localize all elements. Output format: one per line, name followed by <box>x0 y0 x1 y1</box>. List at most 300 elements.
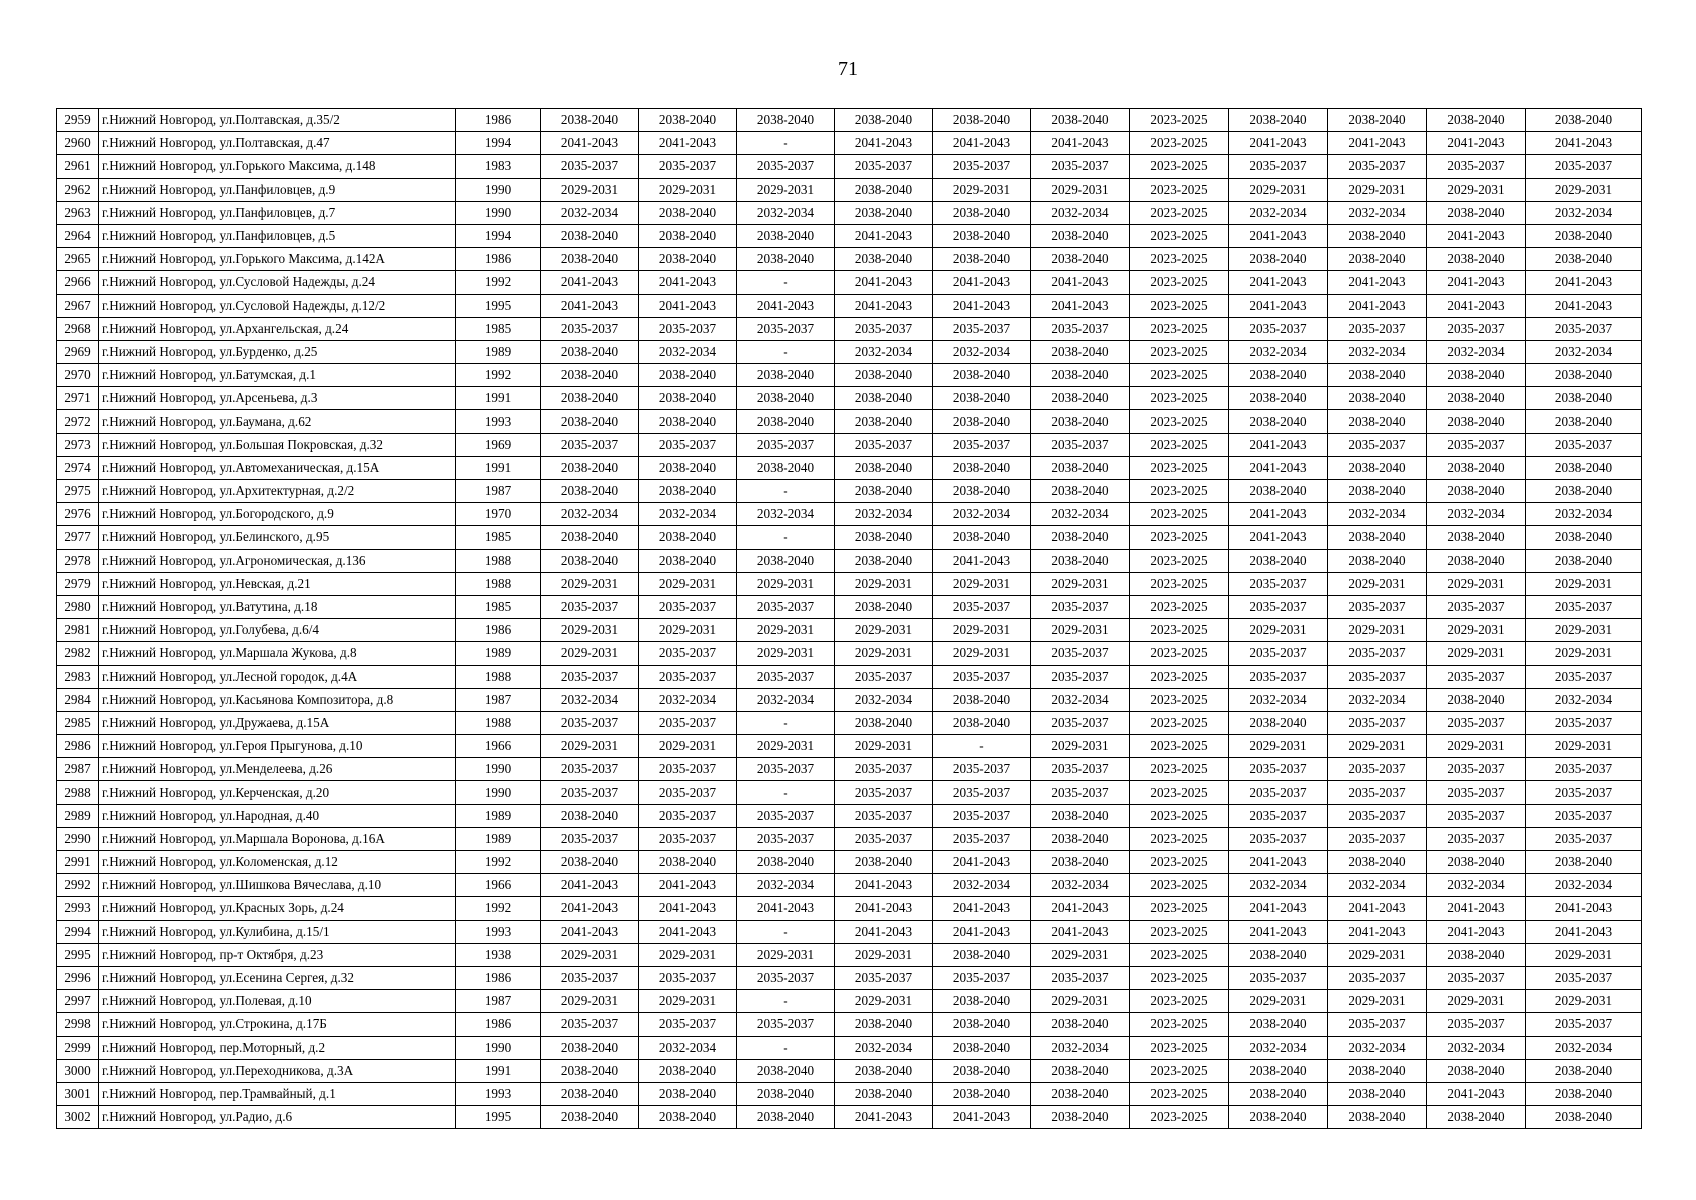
period-cell-11: 2038-2040 <box>1526 480 1642 503</box>
address-cell: г.Нижний Новгород, ул.Архангельская, д.24 <box>99 317 456 340</box>
row-number-cell: 2985 <box>57 711 99 734</box>
period-cell-11: 2032-2034 <box>1526 1036 1642 1059</box>
period-cell-7: 2023-2025 <box>1130 572 1229 595</box>
period-cell-6: 2038-2040 <box>1031 1082 1130 1105</box>
period-cell-5: 2038-2040 <box>933 387 1031 410</box>
period-cell-2: 2035-2037 <box>639 595 737 618</box>
period-cell-5: 2029-2031 <box>933 619 1031 642</box>
period-cell-2: 2035-2037 <box>639 827 737 850</box>
table-row <box>57 178 1642 201</box>
period-cell-10: 2032-2034 <box>1427 874 1526 897</box>
period-cell-7: 2023-2025 <box>1130 642 1229 665</box>
year-built-cell: 1995 <box>456 1106 541 1129</box>
row-number-cell: 2982 <box>57 642 99 665</box>
period-cell-8: 2035-2037 <box>1229 827 1328 850</box>
address-cell: г.Нижний Новгород, ул.Ватутина, д.18 <box>99 595 456 618</box>
year-built-cell: 1994 <box>456 132 541 155</box>
period-cell-8: 2041-2043 <box>1229 897 1328 920</box>
table-row <box>57 943 1642 966</box>
period-cell-8: 2038-2040 <box>1229 711 1328 734</box>
period-cell-2: 2032-2034 <box>639 1036 737 1059</box>
period-cell-10: 2035-2037 <box>1427 711 1526 734</box>
table-row <box>57 1106 1642 1129</box>
table-row <box>57 874 1642 897</box>
period-cell-4: 2035-2037 <box>835 665 933 688</box>
period-cell-5: 2038-2040 <box>933 688 1031 711</box>
period-cell-1: 2029-2031 <box>541 735 639 758</box>
table-row <box>57 990 1642 1013</box>
period-cell-6: 2032-2034 <box>1031 874 1130 897</box>
period-cell-3: 2029-2031 <box>737 642 835 665</box>
table-row <box>57 920 1642 943</box>
period-cell-5: 2038-2040 <box>933 224 1031 247</box>
period-cell-8: 2041-2043 <box>1229 851 1328 874</box>
period-cell-6: 2038-2040 <box>1031 410 1130 433</box>
period-cell-1: 2038-2040 <box>541 1082 639 1105</box>
address-cell: г.Нижний Новгород, ул.Большая Покровская, д.32 <box>99 433 456 456</box>
period-cell-10: 2041-2043 <box>1427 920 1526 943</box>
table-row <box>57 758 1642 781</box>
table-row <box>57 572 1642 595</box>
period-cell-4: 2041-2043 <box>835 920 933 943</box>
year-built-cell: 1993 <box>456 920 541 943</box>
address-cell: г.Нижний Новгород, ул.Сусловой Надежды, д.24 <box>99 271 456 294</box>
period-cell-9: 2038-2040 <box>1328 1106 1427 1129</box>
period-cell-7: 2023-2025 <box>1130 503 1229 526</box>
year-built-cell: 1991 <box>456 1059 541 1082</box>
period-cell-1: 2038-2040 <box>541 109 639 132</box>
period-cell-9: 2038-2040 <box>1328 248 1427 271</box>
period-cell-11: 2035-2037 <box>1526 804 1642 827</box>
period-cell-9: 2035-2037 <box>1328 665 1427 688</box>
period-cell-6: 2035-2037 <box>1031 665 1130 688</box>
period-cell-6: 2029-2031 <box>1031 178 1130 201</box>
period-cell-6: 2038-2040 <box>1031 804 1130 827</box>
period-cell-9: 2035-2037 <box>1328 642 1427 665</box>
address-cell: г.Нижний Новгород, ул.Лесной городок, д.4А <box>99 665 456 688</box>
period-cell-8: 2038-2040 <box>1229 387 1328 410</box>
period-cell-4: 2038-2040 <box>835 480 933 503</box>
row-number-cell: 2975 <box>57 480 99 503</box>
period-cell-10: 2035-2037 <box>1427 1013 1526 1036</box>
period-cell-1: 2035-2037 <box>541 433 639 456</box>
year-built-cell: 1990 <box>456 1036 541 1059</box>
period-cell-3: 2032-2034 <box>737 688 835 711</box>
period-cell-9: 2041-2043 <box>1328 897 1427 920</box>
table-row <box>57 1013 1642 1036</box>
period-cell-2: 2032-2034 <box>639 688 737 711</box>
period-cell-6: 2035-2037 <box>1031 433 1130 456</box>
period-cell-5: 2041-2043 <box>933 549 1031 572</box>
address-cell: г.Нижний Новгород, ул.Героя Прыгунова, д.10 <box>99 735 456 758</box>
period-cell-3: 2038-2040 <box>737 387 835 410</box>
period-cell-7: 2023-2025 <box>1130 271 1229 294</box>
period-cell-4: 2038-2040 <box>835 178 933 201</box>
table-row <box>57 827 1642 850</box>
period-cell-6: 2038-2040 <box>1031 1106 1130 1129</box>
period-cell-7: 2023-2025 <box>1130 224 1229 247</box>
address-cell: г.Нижний Новгород, ул.Радио, д.6 <box>99 1106 456 1129</box>
period-cell-4: 2029-2031 <box>835 943 933 966</box>
table-row <box>57 595 1642 618</box>
period-cell-7: 2023-2025 <box>1130 758 1229 781</box>
period-cell-11: 2032-2034 <box>1526 874 1642 897</box>
period-cell-6: 2038-2040 <box>1031 1013 1130 1036</box>
period-cell-6: 2038-2040 <box>1031 340 1130 363</box>
period-cell-5: 2035-2037 <box>933 781 1031 804</box>
row-number-cell: 2989 <box>57 804 99 827</box>
year-built-cell: 1988 <box>456 711 541 734</box>
period-cell-3: 2029-2031 <box>737 178 835 201</box>
row-number-cell: 2976 <box>57 503 99 526</box>
period-cell-6: 2041-2043 <box>1031 132 1130 155</box>
row-number-cell: 2970 <box>57 364 99 387</box>
period-cell-6: 2035-2037 <box>1031 642 1130 665</box>
period-cell-10: 2035-2037 <box>1427 433 1526 456</box>
period-cell-2: 2035-2037 <box>639 665 737 688</box>
period-cell-1: 2029-2031 <box>541 990 639 1013</box>
period-cell-3: 2035-2037 <box>737 827 835 850</box>
period-cell-1: 2035-2037 <box>541 781 639 804</box>
period-cell-1: 2038-2040 <box>541 804 639 827</box>
period-cell-8: 2038-2040 <box>1229 480 1328 503</box>
period-cell-3: 2035-2037 <box>737 804 835 827</box>
address-cell: г.Нижний Новгород, ул.Баумана, д.62 <box>99 410 456 433</box>
period-cell-11: 2041-2043 <box>1526 271 1642 294</box>
year-built-cell: 1989 <box>456 827 541 850</box>
period-cell-4: 2038-2040 <box>835 711 933 734</box>
period-cell-11: 2035-2037 <box>1526 758 1642 781</box>
period-cell-6: 2038-2040 <box>1031 387 1130 410</box>
year-built-cell: 1992 <box>456 851 541 874</box>
period-cell-3: 2035-2037 <box>737 1013 835 1036</box>
table-row <box>57 480 1642 503</box>
period-cell-10: 2038-2040 <box>1427 456 1526 479</box>
address-cell: г.Нижний Новгород, ул.Арсеньева, д.3 <box>99 387 456 410</box>
address-cell: г.Нижний Новгород, ул.Полевая, д.10 <box>99 990 456 1013</box>
period-cell-10: 2038-2040 <box>1427 248 1526 271</box>
period-cell-5: 2038-2040 <box>933 711 1031 734</box>
period-cell-4: 2032-2034 <box>835 688 933 711</box>
period-cell-11: 2035-2037 <box>1526 433 1642 456</box>
period-cell-10: 2038-2040 <box>1427 410 1526 433</box>
period-cell-3: - <box>737 781 835 804</box>
period-cell-1: 2038-2040 <box>541 364 639 387</box>
period-cell-11: 2038-2040 <box>1526 109 1642 132</box>
period-cell-10: 2038-2040 <box>1427 387 1526 410</box>
period-cell-8: 2035-2037 <box>1229 317 1328 340</box>
period-cell-8: 2041-2043 <box>1229 224 1328 247</box>
period-cell-6: 2041-2043 <box>1031 294 1130 317</box>
period-cell-9: 2035-2037 <box>1328 781 1427 804</box>
address-cell: г.Нижний Новгород, ул.Есенина Сергея, д.32 <box>99 966 456 989</box>
period-cell-11: 2035-2037 <box>1526 595 1642 618</box>
period-cell-9: 2038-2040 <box>1328 526 1427 549</box>
year-built-cell: 1990 <box>456 781 541 804</box>
period-cell-11: 2035-2037 <box>1526 711 1642 734</box>
period-cell-8: 2035-2037 <box>1229 781 1328 804</box>
row-number-cell: 2964 <box>57 224 99 247</box>
address-cell: г.Нижний Новгород, ул.Панфиловцев, д.7 <box>99 201 456 224</box>
period-cell-1: 2029-2031 <box>541 943 639 966</box>
period-cell-7: 2023-2025 <box>1130 178 1229 201</box>
row-number-cell: 2962 <box>57 178 99 201</box>
table-row <box>57 294 1642 317</box>
period-cell-11: 2041-2043 <box>1526 132 1642 155</box>
year-built-cell: 1992 <box>456 364 541 387</box>
period-cell-1: 2029-2031 <box>541 178 639 201</box>
year-built-cell: 1989 <box>456 642 541 665</box>
table-row <box>57 410 1642 433</box>
period-cell-1: 2038-2040 <box>541 851 639 874</box>
period-cell-2: 2035-2037 <box>639 433 737 456</box>
period-cell-7: 2023-2025 <box>1130 526 1229 549</box>
year-built-cell: 1992 <box>456 271 541 294</box>
period-cell-6: 2038-2040 <box>1031 526 1130 549</box>
period-cell-7: 2023-2025 <box>1130 943 1229 966</box>
period-cell-10: 2038-2040 <box>1427 1106 1526 1129</box>
year-built-cell: 1985 <box>456 526 541 549</box>
period-cell-5: 2038-2040 <box>933 480 1031 503</box>
period-cell-8: 2035-2037 <box>1229 642 1328 665</box>
period-cell-5: - <box>933 735 1031 758</box>
period-cell-1: 2041-2043 <box>541 874 639 897</box>
row-number-cell: 3001 <box>57 1082 99 1105</box>
period-cell-11: 2038-2040 <box>1526 549 1642 572</box>
period-cell-9: 2032-2034 <box>1328 503 1427 526</box>
period-cell-10: 2041-2043 <box>1427 271 1526 294</box>
period-cell-8: 2038-2040 <box>1229 410 1328 433</box>
period-cell-2: 2032-2034 <box>639 503 737 526</box>
period-cell-11: 2038-2040 <box>1526 364 1642 387</box>
address-cell: г.Нижний Новгород, ул.Касьянова Композитора, д.8 <box>99 688 456 711</box>
period-cell-4: 2035-2037 <box>835 317 933 340</box>
period-cell-2: 2029-2031 <box>639 572 737 595</box>
period-cell-7: 2023-2025 <box>1130 456 1229 479</box>
period-cell-4: 2038-2040 <box>835 851 933 874</box>
period-cell-4: 2038-2040 <box>835 364 933 387</box>
housing-repair-schedule-table <box>56 108 1642 1129</box>
period-cell-6: 2038-2040 <box>1031 1059 1130 1082</box>
period-cell-4: 2035-2037 <box>835 155 933 178</box>
period-cell-11: 2035-2037 <box>1526 1013 1642 1036</box>
period-cell-11: 2029-2031 <box>1526 642 1642 665</box>
period-cell-10: 2032-2034 <box>1427 503 1526 526</box>
period-cell-3: 2029-2031 <box>737 735 835 758</box>
period-cell-6: 2038-2040 <box>1031 224 1130 247</box>
period-cell-7: 2023-2025 <box>1130 781 1229 804</box>
period-cell-3: 2032-2034 <box>737 201 835 224</box>
period-cell-6: 2041-2043 <box>1031 271 1130 294</box>
period-cell-8: 2038-2040 <box>1229 549 1328 572</box>
period-cell-5: 2038-2040 <box>933 526 1031 549</box>
period-cell-8: 2041-2043 <box>1229 132 1328 155</box>
period-cell-7: 2023-2025 <box>1130 1036 1229 1059</box>
period-cell-2: 2041-2043 <box>639 874 737 897</box>
address-cell: г.Нижний Новгород, ул.Маршала Жукова, д.8 <box>99 642 456 665</box>
period-cell-10: 2041-2043 <box>1427 132 1526 155</box>
period-cell-11: 2038-2040 <box>1526 1106 1642 1129</box>
period-cell-6: 2029-2031 <box>1031 619 1130 642</box>
year-built-cell: 1991 <box>456 387 541 410</box>
period-cell-5: 2035-2037 <box>933 317 1031 340</box>
period-cell-10: 2038-2040 <box>1427 480 1526 503</box>
period-cell-1: 2035-2037 <box>541 155 639 178</box>
row-number-cell: 2973 <box>57 433 99 456</box>
period-cell-7: 2023-2025 <box>1130 966 1229 989</box>
year-built-cell: 1989 <box>456 804 541 827</box>
period-cell-9: 2035-2037 <box>1328 711 1427 734</box>
period-cell-9: 2038-2040 <box>1328 109 1427 132</box>
period-cell-8: 2041-2043 <box>1229 526 1328 549</box>
period-cell-8: 2038-2040 <box>1229 248 1328 271</box>
period-cell-8: 2032-2034 <box>1229 874 1328 897</box>
year-built-cell: 1991 <box>456 456 541 479</box>
period-cell-9: 2041-2043 <box>1328 294 1427 317</box>
period-cell-9: 2032-2034 <box>1328 1036 1427 1059</box>
period-cell-6: 2032-2034 <box>1031 688 1130 711</box>
period-cell-4: 2038-2040 <box>835 387 933 410</box>
address-cell: г.Нижний Новгород, ул.Горького Максима, д.142А <box>99 248 456 271</box>
period-cell-1: 2035-2037 <box>541 595 639 618</box>
period-cell-2: 2029-2031 <box>639 619 737 642</box>
period-cell-7: 2023-2025 <box>1130 990 1229 1013</box>
period-cell-5: 2041-2043 <box>933 1106 1031 1129</box>
period-cell-2: 2029-2031 <box>639 943 737 966</box>
period-cell-7: 2023-2025 <box>1130 364 1229 387</box>
period-cell-6: 2032-2034 <box>1031 1036 1130 1059</box>
address-cell: г.Нижний Новгород, ул.Менделеева, д.26 <box>99 758 456 781</box>
period-cell-3: - <box>737 340 835 363</box>
period-cell-4: 2041-2043 <box>835 897 933 920</box>
address-cell: г.Нижний Новгород, ул.Архитектурная, д.2/2 <box>99 480 456 503</box>
period-cell-5: 2035-2037 <box>933 665 1031 688</box>
address-cell: г.Нижний Новгород, ул.Богородского, д.9 <box>99 503 456 526</box>
year-built-cell: 1990 <box>456 758 541 781</box>
row-number-cell: 2977 <box>57 526 99 549</box>
period-cell-1: 2041-2043 <box>541 920 639 943</box>
year-built-cell: 1990 <box>456 178 541 201</box>
row-number-cell: 2986 <box>57 735 99 758</box>
period-cell-6: 2038-2040 <box>1031 248 1130 271</box>
address-cell: г.Нижний Новгород, ул.Белинского, д.95 <box>99 526 456 549</box>
period-cell-8: 2035-2037 <box>1229 758 1328 781</box>
year-built-cell: 1990 <box>456 201 541 224</box>
period-cell-11: 2038-2040 <box>1526 851 1642 874</box>
period-cell-5: 2038-2040 <box>933 943 1031 966</box>
period-cell-4: 2041-2043 <box>835 271 933 294</box>
period-cell-6: 2041-2043 <box>1031 897 1130 920</box>
period-cell-10: 2038-2040 <box>1427 1059 1526 1082</box>
period-cell-4: 2029-2031 <box>835 735 933 758</box>
period-cell-9: 2038-2040 <box>1328 480 1427 503</box>
period-cell-8: 2038-2040 <box>1229 943 1328 966</box>
period-cell-6: 2035-2037 <box>1031 758 1130 781</box>
period-cell-9: 2035-2037 <box>1328 433 1427 456</box>
period-cell-8: 2032-2034 <box>1229 1036 1328 1059</box>
period-cell-11: 2035-2037 <box>1526 781 1642 804</box>
period-cell-1: 2032-2034 <box>541 688 639 711</box>
address-cell: г.Нижний Новгород, ул.Сусловой Надежды, д.12/2 <box>99 294 456 317</box>
period-cell-5: 2032-2034 <box>933 340 1031 363</box>
address-cell: г.Нижний Новгород, ул.Горького Максима, д.148 <box>99 155 456 178</box>
period-cell-6: 2035-2037 <box>1031 595 1130 618</box>
period-cell-10: 2038-2040 <box>1427 688 1526 711</box>
period-cell-4: 2029-2031 <box>835 642 933 665</box>
period-cell-7: 2023-2025 <box>1130 688 1229 711</box>
period-cell-2: 2035-2037 <box>639 642 737 665</box>
period-cell-5: 2035-2037 <box>933 433 1031 456</box>
period-cell-8: 2035-2037 <box>1229 804 1328 827</box>
address-cell: г.Нижний Новгород, пер.Моторный, д.2 <box>99 1036 456 1059</box>
period-cell-9: 2038-2040 <box>1328 549 1427 572</box>
period-cell-9: 2035-2037 <box>1328 758 1427 781</box>
period-cell-6: 2029-2031 <box>1031 735 1130 758</box>
address-cell: г.Нижний Новгород, ул.Панфиловцев, д.5 <box>99 224 456 247</box>
table-row <box>57 966 1642 989</box>
period-cell-4: 2041-2043 <box>835 224 933 247</box>
period-cell-2: 2038-2040 <box>639 109 737 132</box>
table-row <box>57 781 1642 804</box>
period-cell-4: 2038-2040 <box>835 201 933 224</box>
period-cell-7: 2023-2025 <box>1130 920 1229 943</box>
year-built-cell: 1987 <box>456 480 541 503</box>
period-cell-9: 2032-2034 <box>1328 201 1427 224</box>
period-cell-7: 2023-2025 <box>1130 480 1229 503</box>
period-cell-7: 2023-2025 <box>1130 248 1229 271</box>
address-cell: г.Нижний Новгород, ул.Народная, д.40 <box>99 804 456 827</box>
period-cell-5: 2035-2037 <box>933 155 1031 178</box>
period-cell-1: 2029-2031 <box>541 619 639 642</box>
period-cell-1: 2038-2040 <box>541 480 639 503</box>
period-cell-9: 2035-2037 <box>1328 966 1427 989</box>
period-cell-10: 2032-2034 <box>1427 340 1526 363</box>
table-row <box>57 851 1642 874</box>
period-cell-3: 2038-2040 <box>737 1106 835 1129</box>
address-cell: г.Нижний Новгород, ул.Полтавская, д.35/2 <box>99 109 456 132</box>
period-cell-8: 2035-2037 <box>1229 966 1328 989</box>
period-cell-3: 2038-2040 <box>737 1082 835 1105</box>
row-number-cell: 2965 <box>57 248 99 271</box>
period-cell-8: 2035-2037 <box>1229 665 1328 688</box>
row-number-cell: 2974 <box>57 456 99 479</box>
row-number-cell: 2980 <box>57 595 99 618</box>
period-cell-7: 2023-2025 <box>1130 1059 1229 1082</box>
period-cell-1: 2038-2040 <box>541 248 639 271</box>
row-number-cell: 2995 <box>57 943 99 966</box>
period-cell-4: 2032-2034 <box>835 340 933 363</box>
period-cell-5: 2041-2043 <box>933 294 1031 317</box>
period-cell-9: 2035-2037 <box>1328 804 1427 827</box>
period-cell-3: 2029-2031 <box>737 619 835 642</box>
period-cell-3: 2038-2040 <box>737 456 835 479</box>
period-cell-9: 2038-2040 <box>1328 1082 1427 1105</box>
period-cell-1: 2032-2034 <box>541 503 639 526</box>
period-cell-4: 2038-2040 <box>835 1059 933 1082</box>
period-cell-8: 2038-2040 <box>1229 109 1328 132</box>
row-number-cell: 2959 <box>57 109 99 132</box>
period-cell-5: 2038-2040 <box>933 456 1031 479</box>
period-cell-2: 2038-2040 <box>639 364 737 387</box>
period-cell-3: 2035-2037 <box>737 433 835 456</box>
year-built-cell: 1992 <box>456 897 541 920</box>
year-built-cell: 1985 <box>456 317 541 340</box>
year-built-cell: 1993 <box>456 410 541 433</box>
table-row <box>57 665 1642 688</box>
period-cell-2: 2035-2037 <box>639 317 737 340</box>
year-built-cell: 1995 <box>456 294 541 317</box>
period-cell-3: 2029-2031 <box>737 943 835 966</box>
